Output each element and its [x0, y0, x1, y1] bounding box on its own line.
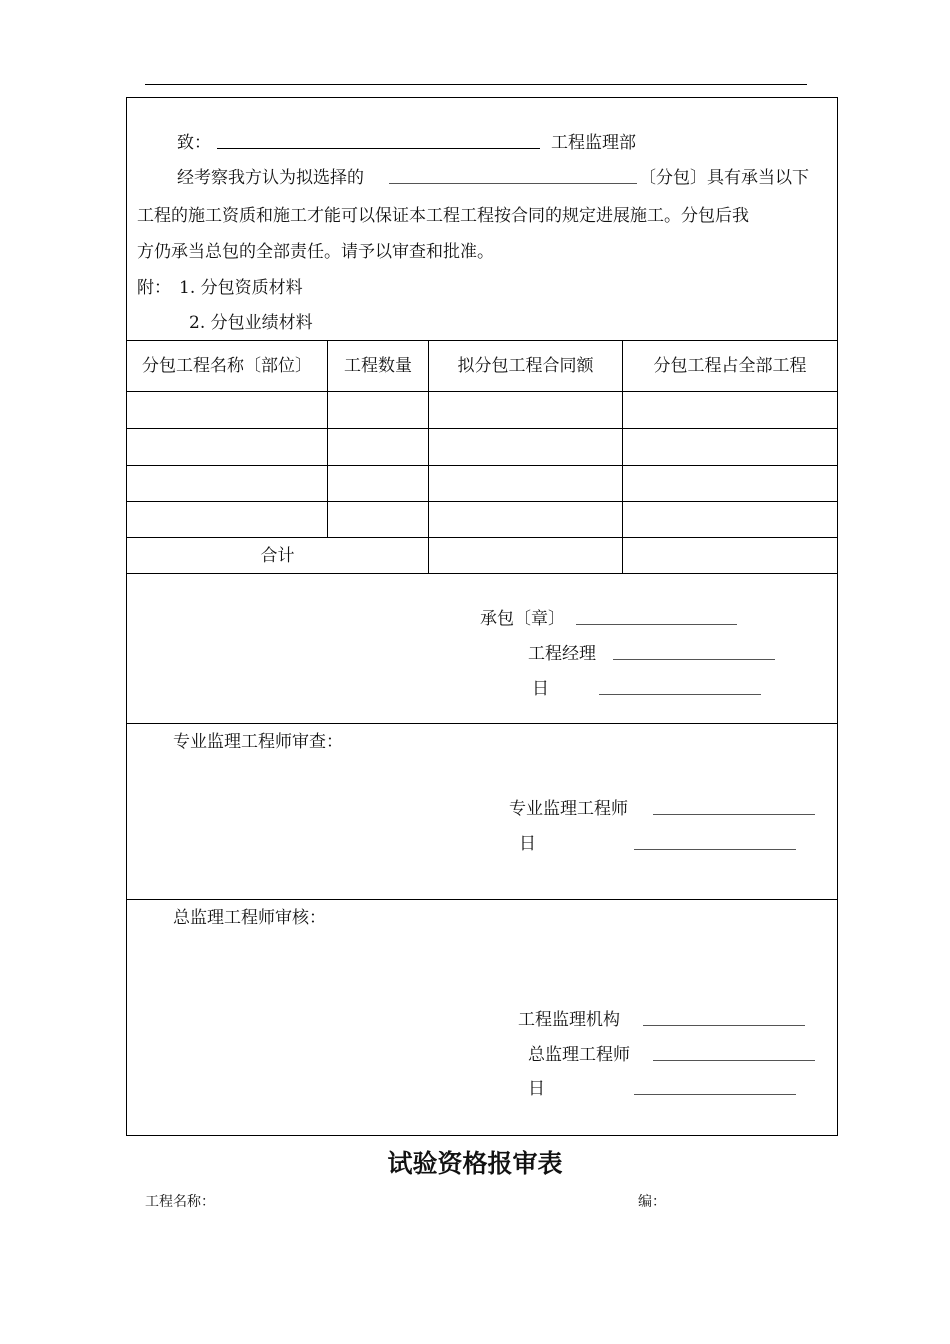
table-cell[interactable] — [429, 392, 622, 428]
next-form-title: 试验资格报审表 — [387, 1149, 563, 1178]
specialist-engineer-label: 专业监理工程师 — [509, 799, 628, 819]
total-amount-cell[interactable] — [429, 538, 622, 573]
table-cell[interactable] — [429, 466, 622, 501]
table-cell[interactable] — [623, 502, 837, 537]
specialist-date-blank[interactable] — [634, 849, 796, 850]
form-number-label: 编： — [638, 1194, 666, 1210]
table-cell[interactable] — [127, 466, 327, 501]
table-bottom-rule — [127, 573, 837, 574]
subcontract-form — [126, 97, 838, 1136]
chief-review-heading: 总监理工程师审核： — [173, 908, 326, 928]
contractor-seal-blank[interactable] — [576, 624, 737, 625]
specialist-engineer-blank[interactable] — [653, 814, 815, 815]
header-rule — [145, 84, 807, 85]
contractor-date-blank[interactable] — [599, 694, 761, 695]
project-name-label: 工程名称： — [145, 1194, 215, 1210]
supervision-org-label: 工程监理机构 — [518, 1010, 620, 1030]
table-cell[interactable] — [127, 502, 327, 537]
table-cell[interactable] — [127, 392, 327, 428]
table-cell[interactable] — [623, 429, 837, 465]
letter-line2: 工程的施工资质和施工才能可以保证本工程工程按合同的规定进展施工。分包后我 — [137, 206, 749, 226]
chief-date-label: 日 — [528, 1079, 545, 1099]
specialist-review-heading: 专业监理工程师审查： — [173, 732, 343, 752]
attach-item-1: 1. 分包资质材料 — [179, 278, 303, 298]
table-top-rule — [127, 340, 837, 341]
letter-line1-prefix: 经考察我方认为拟选择的 — [177, 168, 364, 188]
table-cell[interactable] — [328, 466, 428, 501]
col-header-contract-amount: 拟分包工程合同额 — [457, 356, 594, 376]
to-label: 致： — [177, 133, 211, 153]
letter-line1-suffix: 〔分包〕具有承当以下 — [639, 168, 809, 188]
chief-date-blank[interactable] — [634, 1094, 796, 1095]
project-manager-blank[interactable] — [613, 659, 775, 660]
letter-line3: 方仍承当总包的全部责任。请予以审查和批准。 — [137, 242, 494, 262]
col-header-name: 分包工程名称〔部位〕 — [142, 356, 312, 376]
attach-label: 附： — [137, 278, 171, 298]
table-cell[interactable] — [429, 429, 622, 465]
to-suffix: 工程监理部 — [551, 133, 636, 153]
table-cell[interactable] — [623, 466, 837, 501]
contractor-date-label: 日 — [532, 679, 549, 699]
subcontractor-blank[interactable] — [389, 183, 637, 184]
total-proportion-cell[interactable] — [623, 538, 837, 573]
specialist-date-label: 日 — [519, 834, 536, 854]
table-cell[interactable] — [328, 429, 428, 465]
supervision-org-blank[interactable] — [643, 1025, 805, 1026]
section-rule — [127, 723, 837, 724]
chief-engineer-label: 总监理工程师 — [528, 1045, 630, 1065]
contractor-seal-label: 承包〔章〕 — [480, 609, 565, 629]
table-cell[interactable] — [429, 502, 622, 537]
section-rule — [127, 899, 837, 900]
col-header-quantity: 工程数量 — [344, 356, 412, 376]
table-cell[interactable] — [623, 392, 837, 428]
table-cell[interactable] — [328, 502, 428, 537]
total-label: 合计 — [260, 545, 295, 566]
attach-item-2: 2. 分包业绩材料 — [189, 313, 313, 333]
table-cell[interactable] — [127, 429, 327, 465]
table-cell[interactable] — [328, 392, 428, 428]
chief-engineer-blank[interactable] — [653, 1060, 815, 1061]
recipient-blank[interactable] — [217, 148, 540, 149]
col-header-proportion: 分包工程占全部工程 — [653, 356, 807, 376]
project-manager-label: 工程经理 — [528, 644, 596, 664]
